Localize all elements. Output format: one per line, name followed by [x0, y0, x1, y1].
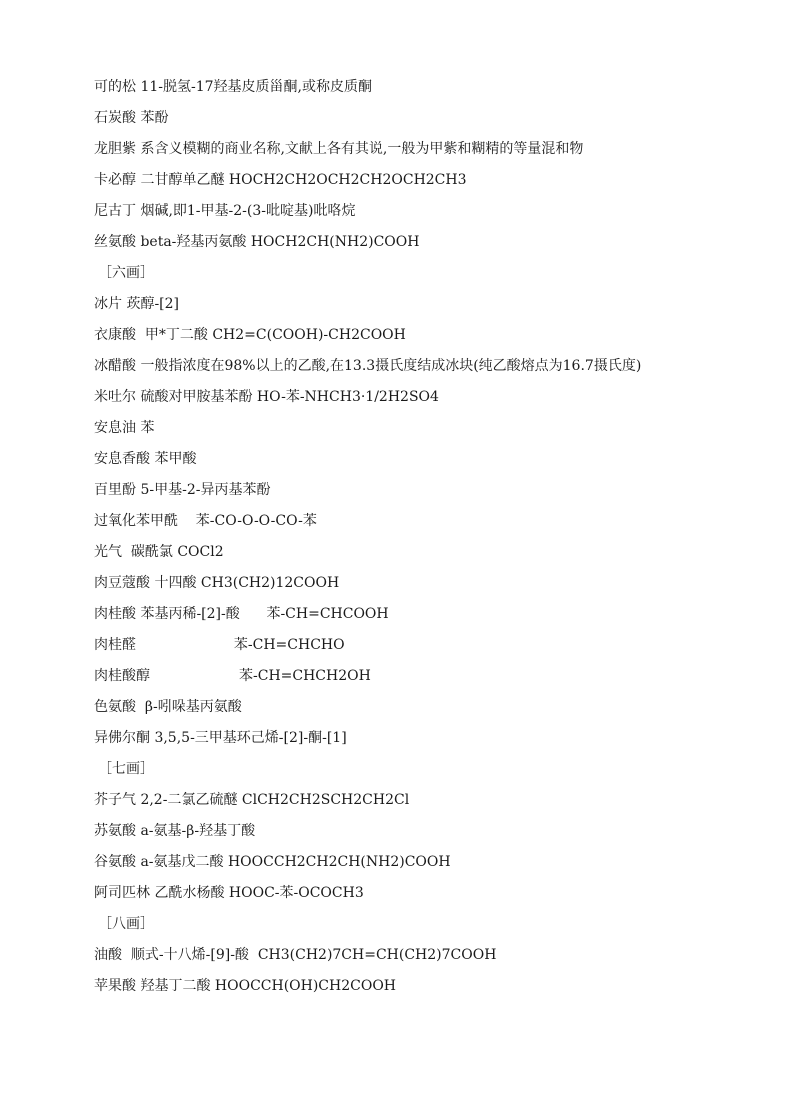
text-line: 肉桂酸醇 苯-CH=CHCH2OH: [94, 668, 371, 684]
text-line: 肉豆蔻酸 十四酸 CH3(CH2)12COOH: [94, 575, 340, 591]
section-heading: ［六画］: [98, 265, 154, 281]
text-line: 谷氨酸 a-氨基戊二酸 HOOCCH2CH2CH(NH2)COOH: [94, 854, 451, 870]
text-line: 可的松 11-脱氢-17羟基皮质甾酮,或称皮质酮: [94, 79, 372, 95]
section-heading: ［八画］: [98, 916, 154, 932]
text-line: 米吐尔 硫酸对甲胺基苯酚 HO-苯-NHCH3·1/2H2SO4: [94, 389, 439, 405]
text-line: 色氨酸 β-吲哚基丙氨酸: [94, 699, 242, 715]
text-line: 安息油 苯: [94, 420, 155, 436]
text-line: 苹果酸 羟基丁二酸 HOOCCH(OH)CH2COOH: [94, 978, 397, 994]
text-line: 龙胆紫 系含义模糊的商业名称,文献上各有其说,一般为甲紫和糊精的等量混和物: [94, 141, 584, 157]
text-line: 百里酚 5-甲基-2-异丙基苯酚: [94, 482, 271, 498]
text-line: 光气 碳酰氯 COCl2: [94, 544, 224, 560]
text-line: 油酸 顺式-十八烯-[9]-酸 CH3(CH2)7CH=CH(CH2)7COOH: [94, 947, 497, 963]
text-line: 石炭酸 苯酚: [94, 110, 169, 126]
text-line: 苏氨酸 a-氨基-β-羟基丁酸: [94, 823, 256, 839]
text-line: 衣康酸 甲*丁二酸 CH2=C(COOH)-CH2COOH: [94, 327, 406, 343]
text-line: 冰醋酸 一般指浓度在98%以上的乙酸,在13.3摄氏度结成冰块(纯乙酸熔点为16.7摄氏度): [94, 358, 642, 374]
text-line: 尼古丁 烟碱,即1-甲基-2-(3-吡啶基)吡咯烷: [94, 203, 356, 219]
text-line: 异佛尔酮 3,5,5-三甲基环己烯-[2]-酮-[1]: [94, 730, 347, 746]
text-line: 芥子气 2,2-二氯乙硫醚 ClCH2CH2SCH2CH2Cl: [94, 792, 410, 808]
text-line: 安息香酸 苯甲酸: [94, 451, 197, 467]
document-body: [94, 72, 734, 1002]
text-line: 肉桂酸 苯基丙稀-[2]-酸 苯-CH=CHCOOH: [94, 606, 389, 622]
text-line: 卡必醇 二甘醇单乙醚 HOCH2CH2OCH2CH2OCH2CH3: [94, 172, 467, 188]
text-line: 丝氨酸 beta-羟基丙氨酸 HOCH2CH(NH2)COOH: [94, 234, 420, 250]
text-line: 冰片 莰醇-[2]: [94, 296, 180, 312]
text-line: 过氧化苯甲酰 苯-CO-O-O-CO-苯: [94, 513, 317, 529]
text-line: 肉桂醛 苯-CH=CHCHO: [94, 637, 345, 653]
section-heading: ［七画］: [98, 761, 154, 777]
text-line: 阿司匹林 乙酰水杨酸 HOOC-苯-OCOCH3: [94, 885, 364, 901]
